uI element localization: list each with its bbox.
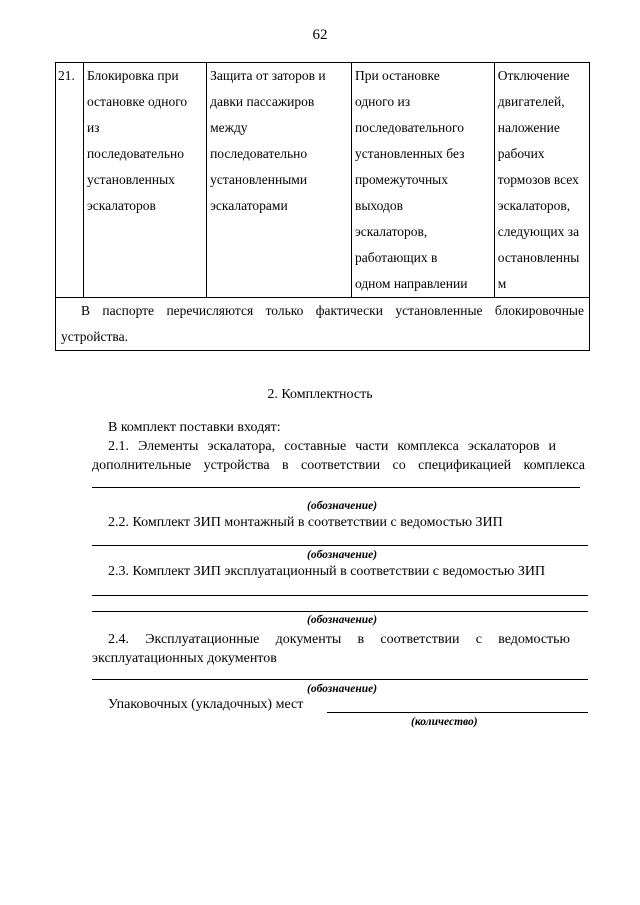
cell-line: одном направлении: [354, 276, 468, 291]
quantity-line: [327, 712, 588, 713]
cell-line: последовательно: [86, 146, 185, 161]
note-line: устройства.: [61, 329, 128, 344]
field-caption: (обозначение): [307, 549, 378, 561]
cell-line: эскалаторов,: [497, 198, 571, 213]
cell-line: из: [86, 120, 100, 135]
cell-line: эскалаторов,: [354, 224, 428, 239]
cell-line: установленными: [210, 172, 308, 187]
cell-line: установленных без: [354, 146, 465, 161]
cell-line: работающих в: [354, 250, 438, 265]
trigger-condition-cell: [351, 63, 494, 298]
cell-line: эскалаторов: [86, 198, 156, 213]
fill-in-line: [92, 611, 588, 612]
device-name-cell: [83, 63, 206, 298]
cell-line: остановке одного: [86, 94, 188, 109]
packages-label: Упаковочных (укладочных) мест: [108, 697, 304, 712]
cell-line: Отключение: [497, 68, 570, 83]
action-cell: [494, 63, 589, 298]
cell-line: остановленны: [497, 250, 580, 265]
kit-intro: В комплект поставки входят:: [108, 420, 281, 435]
fill-in-line: [92, 487, 580, 488]
cell-line: между: [210, 120, 248, 135]
cell-line: двигателей,: [497, 94, 565, 109]
item-2-2: 2.2. Комплект ЗИП монтажный в соответствии с ведомостью ЗИП: [108, 515, 503, 530]
cell-line: рабочих: [497, 146, 545, 161]
item-2-3: 2.3. Комплект ЗИП эксплуатационный в соответствии с ведомостью ЗИП: [108, 564, 546, 579]
blocking-devices-table: [55, 62, 590, 351]
cell-line: Защита от заторов и: [210, 68, 326, 83]
device-function-cell: [207, 63, 352, 298]
field-caption: (обозначение): [307, 614, 378, 626]
item-2-4-line2: эксплуатационных документов: [92, 651, 277, 666]
page-number: 62: [312, 27, 328, 43]
cell-line: последовательного: [354, 120, 464, 135]
cell-line: эскалаторами: [210, 198, 288, 213]
cell-line: последовательно: [210, 146, 308, 161]
cell-line: установленных: [86, 172, 175, 187]
fill-in-line: [92, 595, 588, 596]
table-note: [56, 298, 590, 351]
cell-line: выходов: [354, 198, 403, 213]
table-row: [56, 63, 590, 298]
item-2-1-line1: 2.1. Элементы эскалатора, составные части комплекса эскалаторов и: [108, 439, 556, 454]
table-note-row: [56, 298, 590, 351]
note-line: В паспорте перечисляются только фактически установленные блокировочные: [81, 303, 584, 318]
cell-line: одного из: [354, 94, 411, 109]
section-title: 2. Комплектность: [267, 387, 373, 402]
cell-line: давки пассажиров: [210, 94, 315, 109]
field-caption: (количество): [411, 716, 478, 728]
row-number: 21.: [56, 63, 84, 298]
fill-in-line: [92, 545, 588, 546]
cell-line: м: [497, 276, 507, 291]
cell-line: наложение: [497, 120, 560, 135]
item-2-1-line2: дополнительные устройства в соответствии со спецификацией комплекса: [92, 458, 585, 473]
cell-line: При остановке: [354, 68, 440, 83]
item-2-4-line1: 2.4. Эксплуатационные документы в соответствии с ведомостью: [108, 632, 570, 647]
cell-line: Блокировка при: [86, 68, 179, 83]
field-caption: (обозначение): [307, 683, 378, 695]
cell-line: следующих за: [497, 224, 580, 239]
cell-line: тормозов всех: [497, 172, 579, 187]
fill-in-line: [92, 679, 588, 680]
field-caption: (обозначение): [307, 500, 378, 512]
cell-line: промежуточных: [354, 172, 448, 187]
